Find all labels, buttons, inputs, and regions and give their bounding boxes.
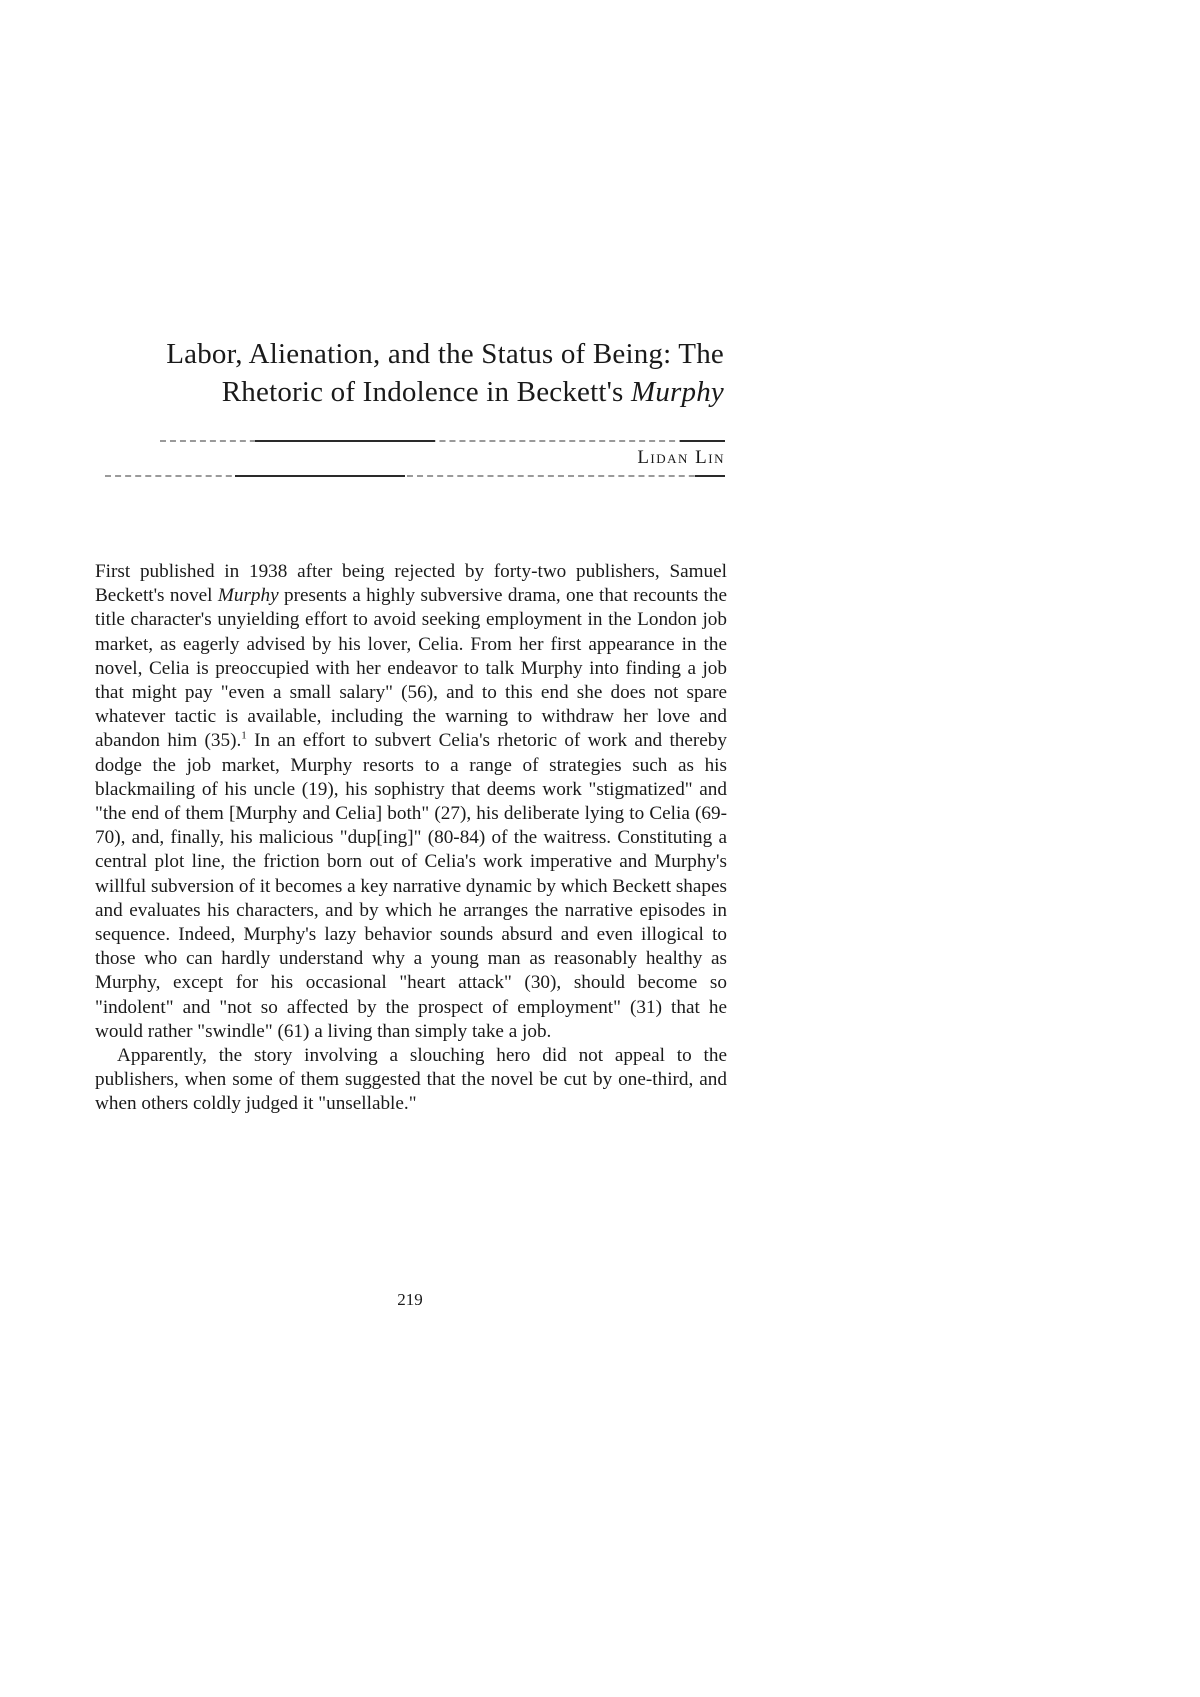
paragraph-1-part-2: presents a highly subversive drama, one that recounts the title character's unyielding effort to avoid seeking employment in the London job market, as eagerly advised by his lover, Celia. From her first appearance in the novel, Celia is preoccupied with her endeavor to talk Murphy into finding a job that might pay "even a small salary" (56), and to this end she does not spare whatever tactic is available, including the warning to withdraw her love and abandon him (35). bbox=[95, 585, 727, 752]
footnote-marker[interactable]: 1 bbox=[241, 730, 247, 743]
paragraph-1-italic-murphy: Murphy bbox=[217, 585, 279, 607]
rule-top-solid-segment bbox=[255, 440, 435, 442]
rule-bottom-solid-segment-right bbox=[695, 475, 725, 477]
title-line-2 bbox=[150, 373, 724, 411]
article-body bbox=[95, 560, 727, 1117]
title-line-1: Labor, Alienation, and the Status of Being: The bbox=[166, 338, 724, 370]
title-line-2-text: Rhetoric of Indolence in Beckett's bbox=[221, 376, 631, 408]
rule-top-solid-segment-right bbox=[680, 440, 725, 442]
decorative-rule-bottom bbox=[105, 475, 725, 477]
decorative-rule-top bbox=[160, 440, 725, 442]
paragraph-1-part-1: First published in 1938 after being rejected by forty-two publishers, Samuel Beckett's novel bbox=[95, 561, 727, 607]
rule-bottom-solid-segment bbox=[235, 475, 405, 477]
title-italic-murphy: Murphy bbox=[630, 376, 724, 408]
author-name: Lidan Lin bbox=[637, 447, 725, 468]
paragraph-2: Apparently, the story involving a slouching hero did not appeal to the publishers, when some of them suggested that the novel be cut by one-third, and when others coldly judged it "unsellable." bbox=[95, 1045, 727, 1115]
paragraph-1 bbox=[95, 560, 727, 1044]
page-number: 219 bbox=[397, 1290, 423, 1309]
article-title bbox=[150, 335, 724, 411]
paragraph-1-part-3: In an effort to subvert Celia's rhetoric of work and thereby dodge the job market, Murphy resorts to a range of strategies such as his blackmailing of his uncle (19), his sophistry that deems work "stigmatized" and "the end of them [Murphy and Celia] both" (27), his deliberate lying to Celia (69-70), and, finally, his malicious "dup[ing]" (80-84) of the waitress. Constituting a central plot line, the friction born out of Celia's work imperative and Murphy's willful subversion of it becomes a key narrative dynamic by which Beckett shapes and evaluates his characters, and by which he arranges the narrative episodes in sequence. Indeed, Murphy's lazy behavior sounds absurd and even illogical to those who can hardly understand why a young man as reasonably healthy as Murphy, except for his occasional "heart attack" (30), should become so "indolent" and "not so affected by the prospect of employment" (31) that he would rather "swindle" (61) a living than simply take a job. bbox=[95, 730, 727, 1042]
